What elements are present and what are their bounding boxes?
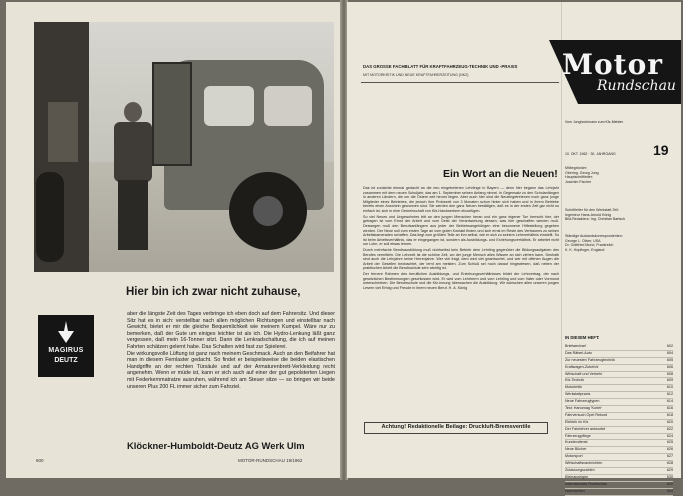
- toc-item-title: Briefwechsel: [565, 344, 586, 348]
- subscription-note: Vom Junghochmann zum Kfz-Meister: [565, 120, 624, 124]
- page-footer: MOTOR-RUNDSCHAU 19/1962: [238, 458, 303, 463]
- ad-headline: Hier bin ich zwar nicht zuhause,: [126, 286, 301, 298]
- truck-trailer-shape: [34, 22, 89, 272]
- driver-figure-body: [114, 122, 152, 182]
- toc-item: [565, 475, 673, 482]
- staff-block-editors: Schriftleiter für den Werkstatt-Teil: Ingenieur Hans-Arnold König Bild-Redakteur: Ing. Christian Bartsch: [565, 208, 626, 222]
- toc-item-title: Wirtschaftsnachrichten: [565, 461, 603, 466]
- toc-item-page: 616: [666, 406, 673, 411]
- toc-item-page: 625: [666, 440, 673, 445]
- magirus-deutz-logo: [38, 315, 94, 377]
- masthead-tagline: DAS GROSSE FACHBLATT FÜR KRAFTFAHRZEUG-TECHNIK UND -PRAXIS: [363, 64, 518, 69]
- page-number: 600: [36, 458, 44, 463]
- toc-item-title: Elektrik im Kfz: [565, 419, 589, 424]
- toc-item-page: 628: [666, 461, 673, 466]
- toc-item: [565, 372, 673, 379]
- toc-item-page: 627: [666, 454, 673, 459]
- toc-item-page: 614: [666, 399, 673, 404]
- ad-paragraph: Die wirkungsvolle Lüftung ist ganz nach meinem Geschmack. Auch an den Beifahrer hat man in diesem Fernlaster gedacht. So findet er beispielsweise die beiden elastischen Handgriffe an der rechten Türsäule und auf der Armaturenbrett-Verkleidung recht angenehm. Wenn er müde ist, kann er sich auch auf einer der gut gepolsterten Liegen mit Federkernmatratze ausruhen, während ich am Steuer sitze — so bringen wir beide unseren Plus 200 FL immer sicher zum Fahrziel.: [127, 350, 335, 390]
- issue-number: 19: [653, 142, 669, 158]
- toc-item-title: Motorsport: [565, 454, 583, 459]
- toc-item-page: 634: [666, 488, 673, 493]
- magazine-logo-main: Motor: [562, 48, 664, 81]
- table-of-contents: [565, 344, 673, 496]
- toc-item: [565, 344, 673, 351]
- toc-item-title: Nachrichten: [565, 488, 585, 493]
- toc-item-title: Internationale Rundschau: [565, 481, 608, 486]
- toc-item: [565, 468, 673, 475]
- toc-item-page: 620: [666, 419, 673, 424]
- article-paragraph: Das ist zunächst einmal gedacht an die neu eingetretenen Lehrlinge in Bayern — denn hier begann das Lehrjahr zusammen mit dem neuen Schuljahr, das am 1. September seinen Anfang nimmt. In Gegensatz zu den Schulanfängen in anderen Ländern, die um die Ostern zeit herum liegen. Aber auch hier sind die Neueingetretenen noch ganz junge Mitglieder eines Betriebes, die jedoch ihre Probezeit von 3 Monaten schon hinter sich haben und in ihrem Betriebe bereits einen Anschein gewonnen sind. Sie werden den ganz Neuen bestätigen, daß es in der ersten Zeit gar nicht so einfach ist, sich in eine Gemeinschaft von Kfz-Handwerkern einzufügen.: [363, 186, 559, 213]
- toc-item: [565, 454, 673, 461]
- truck-wheel-shape: [229, 172, 307, 250]
- toc-item-page: 630: [666, 474, 673, 479]
- toc-item-title: Test: Hanomag 'Kurier': [565, 406, 603, 411]
- toc-item-title: Zulassungszahlen: [565, 468, 595, 473]
- toc-item-page: 618: [666, 412, 673, 417]
- toc-item: [565, 489, 673, 496]
- toc-item-title: Kleinanzeigen: [565, 474, 589, 479]
- logo-text-line1: MAGIRUS: [48, 347, 84, 354]
- magirus-logo-icon: [58, 321, 74, 343]
- advertisement-photo: [34, 22, 334, 272]
- toc-item: [565, 406, 673, 413]
- toc-item-page: 608: [666, 371, 673, 376]
- toc-item: [565, 399, 673, 406]
- toc-item-title: Der Fahrlehrer antwortet: [565, 426, 606, 431]
- toc-item: [565, 461, 673, 468]
- toc-item: [565, 413, 673, 420]
- toc-item-page: 612: [666, 392, 673, 397]
- issue-date: 10. OKT. 1962 · 30. JAHRGANG: [565, 152, 616, 156]
- driver-figure-head: [124, 102, 142, 122]
- left-page: [6, 2, 342, 478]
- toc-item: [565, 420, 673, 427]
- toc-item-page: 622: [666, 426, 673, 431]
- article-paragraph: Der fernere Rahmen des beruflichen Ausbildungs- und Erziehungsverhältnisses bildet der Lehrvertrag, der nach gesetzlichen Bestimmungen geschlossen wird. Er wird vom Lehrherrn und vom Lehrling und vom Vater oder Vormund unterschrieben. Die Berufsschule und die Kfz-Innung überwachen die Ausbildung. Wir wünschen allen unseren jungen Lesern viel Erfolg und Freude in ihrem neuen Beruf. H. A. König: [363, 272, 559, 291]
- article-body: [363, 186, 559, 406]
- toc-item: [565, 447, 673, 454]
- toc-item-page: 632: [666, 481, 673, 486]
- article-title: Ein Wort an die Neuen!: [443, 168, 558, 180]
- toc-item-title: Zur neuesten Fahrzeugtechnik: [565, 357, 616, 362]
- toc-item-page: 626: [666, 447, 673, 452]
- toc-item: [565, 434, 673, 441]
- toc-item-page: 605: [666, 357, 673, 362]
- toc-item: [565, 378, 673, 385]
- toc-item-page: 610: [666, 385, 673, 390]
- logo-text-line2: DEUTZ: [54, 357, 78, 364]
- toc-item-title: Fahrversuch Opel Rekord: [565, 412, 608, 417]
- company-name: Klöckner-Humboldt-Deutz AG Werk Ulm: [127, 440, 305, 451]
- staff-block-founders: Mitbegründer: Oberlng. Georg Jung Hauptschriftleiter: Joachim Fischer: [565, 166, 599, 184]
- toc-item-title: Kundendienst: [565, 440, 588, 445]
- toc-item-page: 606: [666, 364, 673, 369]
- toc-item: [565, 392, 673, 399]
- toc-item-title: Kfz-Technik: [565, 378, 585, 383]
- toc-item: [565, 385, 673, 392]
- toc-item: [565, 351, 673, 358]
- article-paragraph: So viel Neues und Ungewohntes tritt an den jungen Menschen heran und ein ganz eigener Ton herrscht hier, der getragen ist vom Ernst der Arbeit und vom Geist der Verantwortung dessen, was hier geschaffen werden muß. Deswegen muß den Berufsanfängern aus jeder der Betriebsangehörigen eine besonnene Hilfestellung gegeben werden. Der Neue soll vom ersten Tage an vom guten Kontakt finden und sich ernst im Reste des Vertrauens zu seinen Arbeitskameraden schaffen. Das liegt zum größten Teile an ihm selbst, wie er sich zu seinem Lehrverhältnis einstellt. So ist beim Arbeitsverhältnis, das er eingegangen ist, sondern als Ausbildungs- und Erziehungsverhältnis. Er arbeitet nicht um Lohn, er soll etwas lernen.: [363, 214, 559, 247]
- toc-item: [565, 482, 673, 489]
- masthead-subtagline: MIT MOTORKRITIK UND NEUE KRAFTFAHRERZEITUNG (NKZ): [363, 73, 469, 77]
- toc-title: IN DIESEM HEFT:: [565, 335, 600, 340]
- toc-item: [565, 427, 673, 434]
- toc-item-title: Kraftwagen-Zubehör: [565, 364, 599, 369]
- right-page: [347, 2, 681, 493]
- toc-item-title: Werkstattpraxis: [565, 392, 591, 397]
- driver-figure-legs: [118, 180, 148, 250]
- truck-door-shape: [152, 62, 192, 166]
- article-paragraph: Durch mehrfache Berufsausbildung muß nichtselbst kein Betrieb dem Lehrling gegenüber die Bildungsaufgaben des Berufes vermitteln. Die Lehrzeit ist die schöne Zeit, wo der junge Mensch alles Wissen an sich ziehen kann. Deshalb sind auch die Lehrjahre keine Herrenjahre. Wer viel fragt, dem wird viel geantwortet, und wer mit offenen Augen die Arbeit der Gesellen beobachtet, der lernt am meisten. Zum Schluß sei noch darauf hingewiesen, daß neben der praktischen Arbeit die Berufsschule sehr wichtig ist.: [363, 248, 559, 271]
- toc-item-page: 602: [666, 344, 673, 348]
- magazine-logo-sub: Rundschau: [597, 78, 676, 94]
- toc-item-title: Wirtschaft und Verkehr: [565, 371, 603, 376]
- toc-item-title: Neue Fahrzeugtypen: [565, 399, 600, 404]
- toc-item-page: 624: [666, 433, 673, 438]
- toc-item-title: Neue Bücher: [565, 447, 587, 452]
- toc-item-title: Fahrzeugpflege: [565, 433, 591, 438]
- toc-item: [565, 358, 673, 365]
- toc-item-page: 629: [666, 468, 673, 473]
- toc-item-page: 609: [666, 378, 673, 383]
- notice-text: Achtung! Redaktionelle Beilage: Druckluft-Bremsventile: [381, 424, 531, 430]
- toc-item: [565, 440, 673, 447]
- toc-item: [565, 365, 673, 372]
- toc-item-page: 604: [666, 350, 673, 355]
- ad-paragraph: aber die längste Zeit des Tages verbringe ich eben doch auf dem Fahrersitz. Und dieser Sitz hat es in sich: verstellbar nach allen möglichen Richtungen und einstellbar nach Gewicht, bietet er mir die gleiche Bequemlichkeit wie meinem Kumpel. Wäre nur zu bemerken, daß der Gute um einiges leichter ist als ich. Die Hydro-Lenkung läßt ganz vergessen, daß mein 16-Tonner sitzt. Dann die Lenkradschaltung, die ich auf meinen Fahrten schätzen gelernt habe. Das Schalten wird fast zur Spielerei.: [127, 311, 335, 350]
- staff-block-correspondents: Ständige Auslandskorrespondenten: George L. Oliver, USA Dr. Gottfried Mund, Frankreich K. K. Hopfinger, England: [565, 234, 623, 252]
- toc-item-title: Motorkritik: [565, 385, 583, 390]
- notice-box: [364, 422, 548, 434]
- toc-item-title: Das Rätsel-Auto: [565, 350, 592, 355]
